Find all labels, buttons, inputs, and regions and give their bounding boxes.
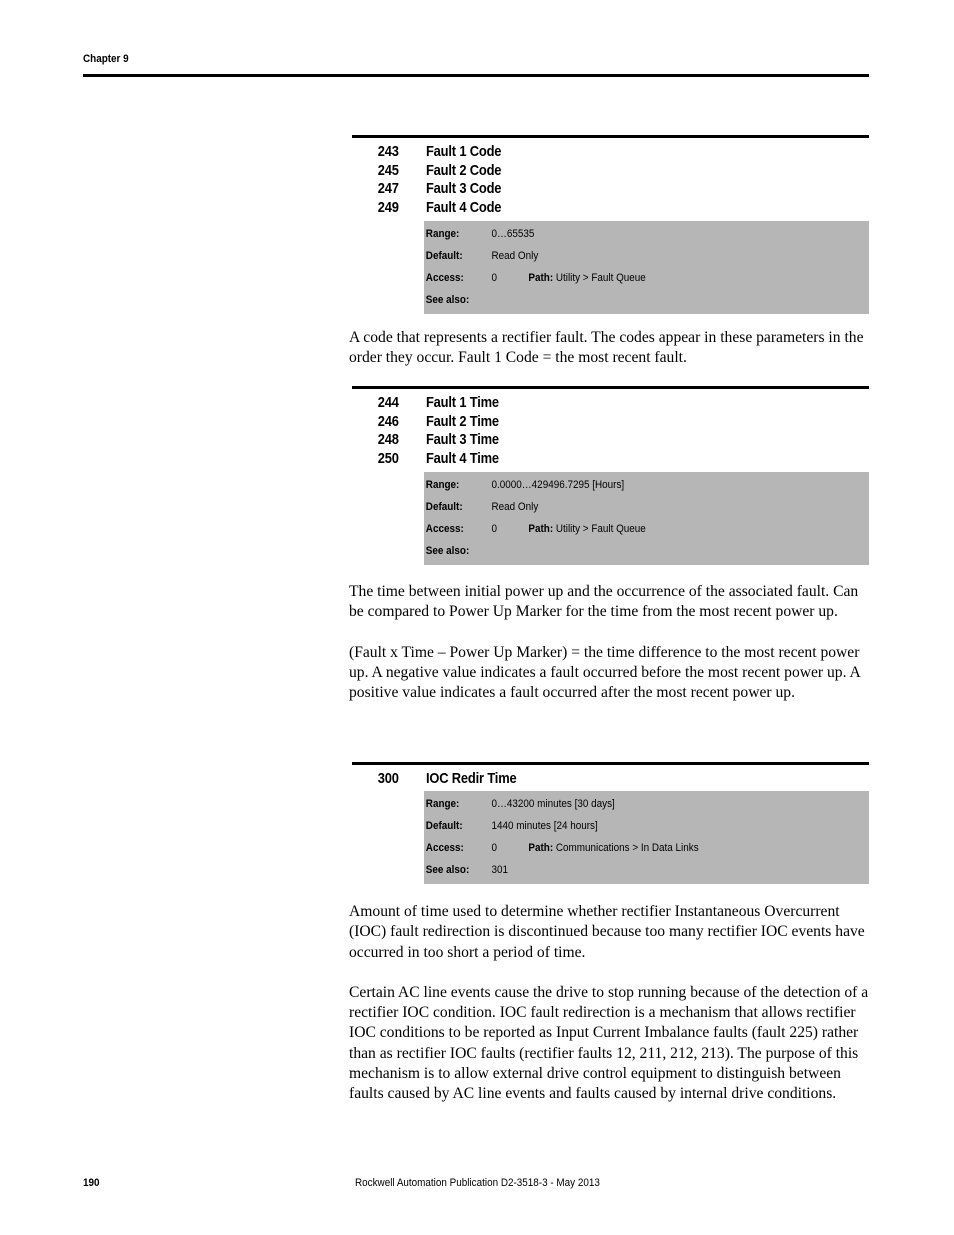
range-row [424,223,869,245]
param-info-table [424,791,869,884]
default-row [424,815,869,837]
default-value: Read Only [491,500,539,513]
param-number: 250 [377,449,399,467]
chapter-label: Chapter 9 [83,53,129,65]
param-number: 249 [377,198,399,216]
access-value: 0 [491,841,498,854]
see-also-value: 301 [491,863,509,876]
param-number: 245 [377,161,399,179]
default-row [424,496,869,518]
param-number: 246 [377,412,399,430]
default-label: Default: [425,819,463,832]
range-label: Range: [425,478,460,491]
param-name: Fault 2 Time [425,412,499,430]
access-row [424,518,869,540]
see-also-label: See also: [425,863,470,876]
param-number: 247 [377,180,399,198]
header-rule [83,74,869,77]
param-name: Fault 1 Time [425,393,499,411]
param-info-table [424,221,869,314]
publication-footer: Rockwell Automation Publication D2-3518-3 - May 2013 [355,1177,600,1189]
param-titles [352,389,869,468]
param-title-row [352,393,797,412]
param-name: IOC Redir Time [425,769,517,787]
paragraph: A code that represents a rectifier fault. The codes appear in these parameters in the order they occur. Fault 1 Code = the most recent fault. [349,329,864,367]
see-also-row [424,859,869,881]
param-name: Fault 4 Time [425,449,499,467]
range-label: Range: [425,227,460,240]
range-row [424,793,869,815]
access-value: 0 [491,522,498,535]
param-titles [352,138,869,217]
access-row [424,267,869,289]
page-number: 190 [83,1177,100,1189]
paragraph: The time between initial power up and the occurrence of the associated fault. Can be compared to Power Up Marker for the time from the most recent power up. [349,583,859,621]
default-value: 1440 minutes [24 hours] [491,819,598,832]
param-title-row [352,430,797,449]
param-name: Fault 2 Code [425,161,502,179]
default-label: Default: [425,500,463,513]
range-value: 0.0000…429496.7295 [Hours] [491,478,625,491]
param-title-row [352,142,797,161]
param-block-fault-time [352,386,869,565]
access-label: Access: [425,271,464,284]
param-number: 244 [377,393,399,411]
param-name: Fault 1 Code [425,142,502,160]
see-also-label: See also: [425,544,470,557]
param-number: 300 [377,769,399,787]
param-titles [352,765,869,788]
see-also-row [424,289,869,311]
param-number: 248 [377,431,399,449]
range-label: Range: [425,797,460,810]
param-block-ioc-redir-time [352,762,869,884]
param-title-row [352,449,797,468]
param-title-row [352,198,797,217]
default-value: Read Only [491,249,539,262]
param-number: 243 [377,142,399,160]
path-label: Path: [528,522,554,535]
access-label: Access: [425,841,464,854]
path-value: Utility > Fault Queue [555,271,646,284]
access-row [424,837,869,859]
see-also-label: See also: [425,293,470,306]
param-name: Fault 3 Code [425,180,502,198]
access-label: Access: [425,522,464,535]
param-block-fault-code [352,135,869,314]
range-row [424,474,869,496]
default-row [424,245,869,267]
paragraph: (Fault x Time – Power Up Marker) = the time difference to the most recent power up. A negative value indicates a fault occurred before the most recent power up. A positive value indicates a fault occurred after the most recent power up. [349,643,860,702]
default-label: Default: [425,249,463,262]
fault-time-description [349,582,869,703]
see-also-row [424,540,869,562]
param-title-row [352,769,797,788]
param-title-row [352,412,797,431]
param-name: Fault 4 Code [425,198,502,216]
path-label: Path: [528,841,554,854]
param-name: Fault 3 Time [425,431,499,449]
param-info-table [424,472,869,565]
fault-code-description [349,328,869,369]
paragraph: Certain AC line events cause the drive to stop running because of the detection of a rectifier IOC condition. IOC fault redirection is a mechanism that allows rectifier IOC conditions to be reported as Input Current Imbalance faults (fault 225) rather than as rectifier IOC faults (rectifier faults 12, 211, 212, 213). The purpose of this mechanism is to allow external drive control equipment to distinguish between faults caused by AC line events and faults caused by internal drive conditions. [349,983,869,1103]
path-label: Path: [528,271,554,284]
paragraph: Amount of time used to determine whether rectifier Instantaneous Overcurrent (IOC) fault redirection is discontinued because too many rectifier IOC events have occurred in too short a period of time. [349,903,865,961]
access-value: 0 [491,271,498,284]
path-value: Communications > In Data Links [555,841,699,854]
range-value: 0…65535 [491,227,535,240]
path-value: Utility > Fault Queue [555,522,646,535]
ioc-description [349,902,869,1105]
param-title-row [352,179,797,198]
param-title-row [352,161,797,180]
range-value: 0…43200 minutes [30 days] [491,797,615,810]
